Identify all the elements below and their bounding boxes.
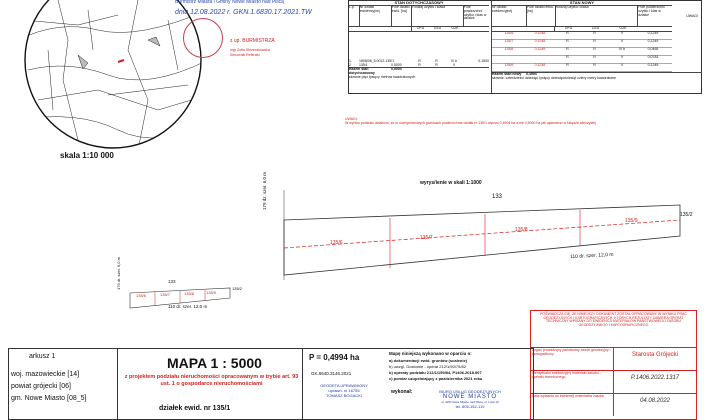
table-after-row [492,64,672,72]
surveyor-stamp: GEODETA UPRAWNIONY uprawn. nr 16755 TOMASZ BOGACKI [320,383,368,398]
certification-field [531,347,696,370]
overview-scale: skala 1:10 000 [60,151,114,160]
sub-ozu-new: OZU [591,26,600,31]
detail-parcel-4: 135/9 [625,218,638,224]
certification-box [530,310,697,420]
executor-label: wykonał: [391,389,413,395]
cell: 0,1248 [534,63,546,68]
col-nr-new: Nr działki ewidencyjnej [492,6,527,26]
cell: R [593,31,596,36]
parcel-133-label: 133 [492,194,503,200]
note-1: a) dokumentacji ewid. gruntów (scalenie) [389,358,468,363]
cell: 135/7 [504,39,514,44]
small-parcel-2: 135/7 [160,292,171,297]
stamp-signer-title: z up. BURMISTRZA [230,38,275,44]
cell: 135/9 [504,63,514,68]
small-parcel-3: 135/8 [184,291,195,296]
cell: R [566,55,569,60]
cell: 0,1800 [478,59,489,64]
location-1: woj. mazowieckie [14] [11,371,80,378]
small-1352: 135/2 [232,286,243,291]
parcel-outline [284,205,680,275]
uwagi-note: UWAGI: W wyniku podziału działkom, ze w równymiarowych granicach powierzchnia działki nr 135/1 wynosi 0,4994 ha a nie 0,5000 ha jak ujawniono w księdze wieczystej [345,117,596,125]
cell: 135/1 [359,62,368,67]
map-title: MAPA 1 : 5000 [167,355,262,371]
cell: R [593,55,596,60]
col-pow-new: Pole powierzchni użytku i klas w działce [638,5,665,17]
detail-caption: wyrys/ienie w skali 1:1000 [420,180,482,186]
small-plan [120,278,243,328]
table-before-header [349,6,489,27]
sum-label-new: Razem stan nowy [492,72,522,77]
cell: R [593,39,596,44]
cell: R [566,47,569,52]
table-before-title: STAN DOTYCHCZASOWY [349,1,489,6]
sum-label: Razem stan dotychczasowy [349,67,375,76]
detail-plan [260,190,700,280]
cell: 135/8 [504,47,514,52]
col-pole-new: Pole działki ewid. [ha] [527,6,556,26]
cell: R [418,59,421,64]
round-seal [183,18,223,58]
note-3: b) operaty podziału 212/1/159/84, P1406.2018.907 [389,370,482,375]
stamp-date-line: dnia 12.08.2022 r. GKN.1.6830.17.2021.TW [175,9,312,17]
executor-line-4: tel. 605-152-119 [455,404,485,409]
notes-header: Mapę niniejszą wykonano w oparciu o: [389,351,472,356]
cell: 0,1249 [647,39,659,44]
detail-parcel-3: 135/8 [515,227,528,233]
area-value: P = 0,4994 ha [309,353,360,362]
stamp-signer-role: Kierownik Referatu [230,53,260,57]
note-2: b) uwzgl. Gostomie - operat 212/1/50/75/82 [389,364,466,369]
uwagi-header: UWAGI [686,14,698,18]
table-before-note: słownie pięć tysięcy metrów kwadratowych [349,74,416,79]
table-after-title: STAN NOWY [492,1,672,6]
sub-ofu: OFU [416,26,425,31]
split-line [284,220,680,248]
cell: 0,5000 [391,62,402,67]
cell: 0,1249 [534,47,546,52]
certification-field-value: 04.08.2022 [639,398,671,404]
sub-ozu: OZU [433,26,442,31]
cell: 0,0783 [647,55,659,60]
small-road-left: 179 dr. szer. 6,0 m [116,257,121,290]
table-after-note: słownie: czterdzieści dziewięć tysięcy dziewięćdziesiąt cztery metry kwadratowe [492,75,616,80]
table-after-row [492,48,672,56]
cell: R [566,39,569,44]
cell: R [593,47,596,52]
cell: V [620,63,624,68]
table-after-row [492,40,672,48]
certification-text: POŚWIADCZA SIĘ, ŻE NINIEJSZY DOKUMENT ZOSTAŁ OPRACOWANY W WYNIKU PRAC GEODEZYJNYCH I KARTOGRAFICZNYCH, KTÓRYCH REZULTATY ZAWIERA OPERAT TECHNICZNY WPISANY DO EWIDENCJI MATERIAŁÓW PAŃSTWOWEGO ZASOBU GEODEZYJNEGO I KARTOGRAFICZNEGO [540,312,687,328]
detail-parcel-1: 135/6 [330,240,343,246]
certification-field-value: Starosta Grójecki [631,352,679,358]
cell: 0,1249 [647,31,659,36]
col-rodzaj: Rodzaj użytku i klasa [412,6,464,26]
road-bottom-label: 110 dr. szer. 12,0 m [569,251,614,261]
certification-field [531,370,696,393]
road-left-label: 179 dz. szer. 6,0 m [262,171,267,210]
certification-field [531,393,696,416]
certification-fields [531,347,696,416]
title-block [8,348,534,420]
divider [117,349,118,419]
approval-stamp [175,0,320,90]
cell: R [435,59,438,64]
cell: 1 [349,59,351,64]
sub-ofu-new: OFU [564,26,573,31]
cell: V [620,39,624,44]
sheet-label: arkusz 1 [29,353,56,360]
sub-ozk: OZK [451,26,459,31]
table-after [491,1,702,93]
cell [492,56,526,63]
col-pole: Pole działki ewid. [ha] [392,6,412,26]
cell: R [593,63,596,68]
cell: 0,1248 [534,39,546,44]
col-rodzaj-new: Rodzaj użytku i klasa [556,6,639,26]
small-road-bottom: 110 dr. szer. 12,0 m [168,304,208,309]
certification-field-label: Identyfikator ewidencyjny materiału zasobu - operatu technicznego [531,371,614,393]
cell: V [452,62,456,67]
map-subtitle: z projektem podziału nieruchomości opracowanym w trybie art. 93 ust. 1 o gospodarce nieruchomościami [124,374,299,387]
cell: V [620,55,624,60]
stamp-signer-name: mgr Zofia Skrzeczkowska [230,48,270,52]
cell: R [566,63,569,68]
cell: 1808/08_5.0012.135/1 [359,59,395,64]
cell: IV b [618,47,626,52]
cell: V [620,31,624,36]
executor-stamp [411,389,529,409]
cell: 0,1248 [534,31,546,36]
certification-field-label: Data wpisania do ewidencji materiałów zasobu [531,394,614,416]
detail-parcel-2: 135/7 [420,235,433,241]
location-2: powiat grójecki [06] [11,383,71,390]
col-pow: Pole powierzchni użytku i klas w działce [463,5,487,21]
certification-field-label: Organ prowadzący państwowy zasób geodezyjny i kartograficzny [531,348,614,370]
cell [526,56,554,63]
cell: R [566,31,569,36]
small-parcel-4: 135/9 [206,290,217,295]
cell: 0,1249 [647,63,659,68]
executor-line-1: BIURO USŁUG GEODEZYJNYCH [439,389,501,394]
sum-value-new: 0,4994 [526,72,537,77]
table-before [349,1,489,79]
cell: IV b [450,59,458,64]
sum-value: 0,5000 [391,67,402,72]
stamp-office: Burmistrz Miasta i Gminy Nowe Miasto nad Pilicą [175,0,284,5]
parcel-tables [348,0,702,94]
table-after-row [492,56,672,64]
table-after-rows [492,32,702,72]
sub-ozk-new: OZK [619,26,627,31]
table-before-spacer [349,32,489,60]
parcel-line: działek ewid. nr 135/1 [159,405,231,412]
location-3: gm. Nowe Miasto [08_5] [11,395,87,402]
cell: 0,0465 [647,47,659,52]
table-after-row [492,32,672,40]
cell: R [435,62,438,67]
small-133: 133 [168,279,176,284]
cell: 2 [349,62,351,67]
executor-line-3: ul. 42R Nowe Miasto nad Pilicą, ul. Lisia 16 [441,400,499,404]
certification-field-value: P.1406.2022.1317 [630,375,680,381]
divider [302,349,303,419]
small-parcel-1: 135/6 [136,293,147,298]
col-nr: Nr działki ewidencyjnej [360,6,392,26]
cell: R [418,62,421,67]
table-after-header [492,6,672,27]
col-lp: L.p. [349,6,360,26]
gk-number: GK.6640.3146.2021 [311,371,352,376]
note-4: c) pomiar uzupełniający z października 2021 roku [389,376,483,381]
parcel-1352-label: 135/2 [680,212,693,218]
executor-line-2: NOWE MIASTO [442,394,498,400]
cell: 135/5 [504,31,514,36]
